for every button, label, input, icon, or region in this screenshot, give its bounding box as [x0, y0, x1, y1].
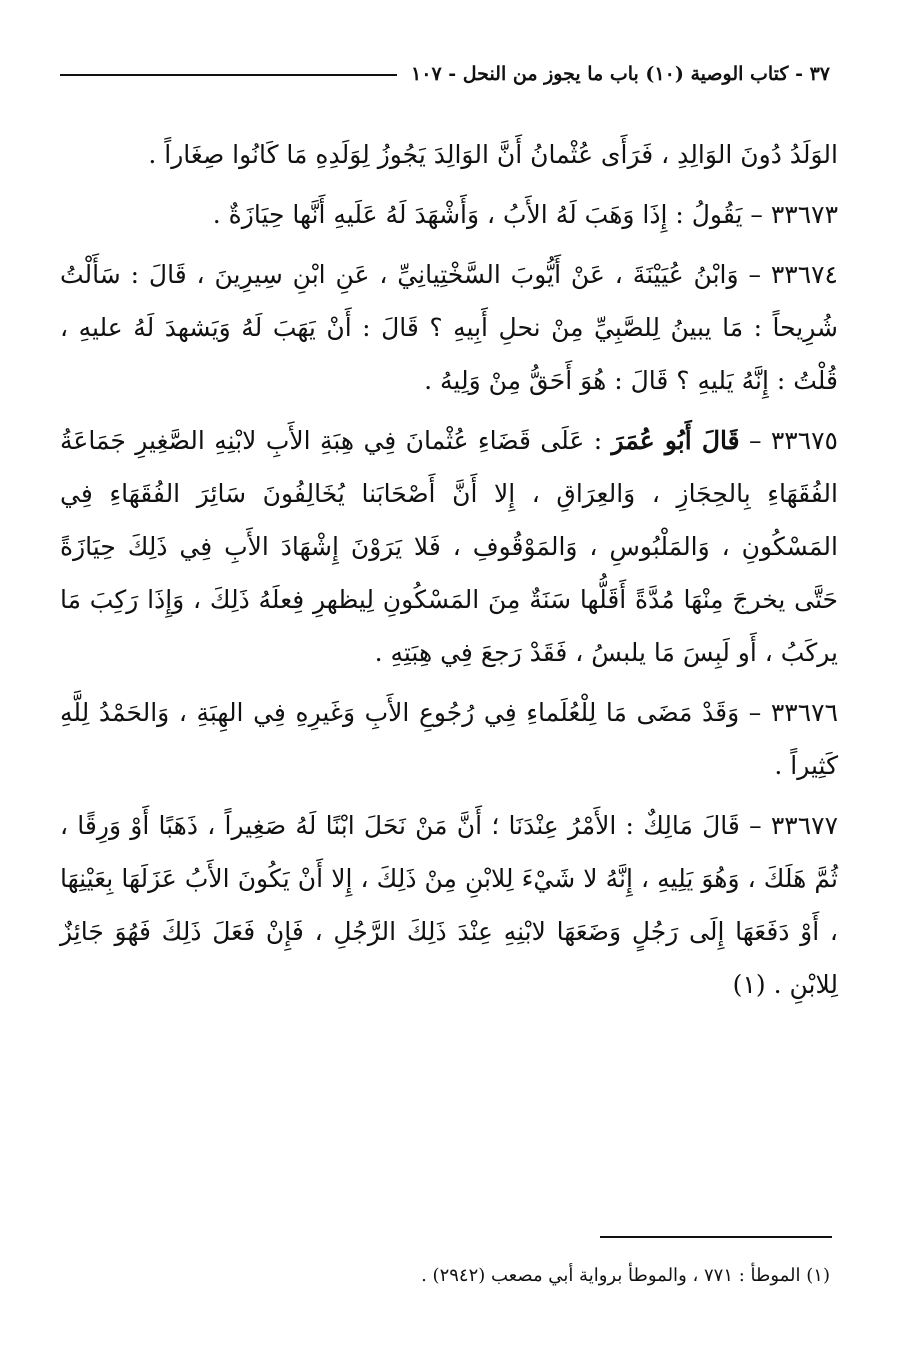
- paragraph-text: وَابْنُ عُيَيْنَةَ ، عَنْ أَيُّوبَ السَّخْتِيانِيِّ ، عَنِ ابْنِ سِيرِينَ ، قَالَ : سَأَلْتُ شُرِيحاً : مَا يبينُ لِلصَّبِيِّ مِنْ نحلِ أَبِيهِ ؟ قَالَ : أَنْ يَهَبَ لَهُ وَيَشهدَ لَهُ عليهِ ، قُلْتُ : إِنَّهُ يَليهِ ؟ قَالَ : هُوَ أَحَقُّ مِنْ وَلِيهُ .: [60, 260, 838, 395]
- paragraph-number: ٣٣٦٧٣ –: [750, 200, 838, 229]
- speaker-name: قَالَ أَبُو عُمَرَ: [611, 426, 740, 455]
- paragraph-text: : عَلَى قَضَاءِ عُثْمانَ فِي هِبَةِ الأَبِ لابْنِهِ الصَّغِيرِ جَمَاعَةُ الفُقَهَاءِ بِالحِجَازِ ، وَالعِرَاقِ ، إِلا أَنَّ أَصْحَابَنا يُخَالِفُونَ سَائِرَ الفُقَهَاءِ فِي المَسْكُونِ ، وَالمَلْبُوسِ ، وَالمَوْقُوفِ ، فَلا يَرَوْنَ إِشْهَادَ الأَبِ فِي ذَلِكَ حِيَازَةً حَتَّى يخرجَ مِنْهَا مُدَّةً أَقَلُّها سَنَةٌ مِنَ المَسْكُونِ لِيظهرِ فِعلَهُ ذَلِكَ ، وَإِذَا رَكِبَ مَا يركَبُ ، أَو لَبِسَ مَا يلبسُ ، فَقَدْ رَجعَ فِي هِبَتِهِ .: [60, 426, 838, 667]
- paragraph-text: يَقُولُ : إِذَا وَهَبَ لَهُ الأَبُ ، وَأَشْهَدَ لَهُ عَلَيهِ أَنَّها حِيَازَةٌ .: [212, 200, 743, 229]
- paragraph: [60, 248, 838, 407]
- paragraph: [60, 799, 838, 1011]
- paragraph: [60, 686, 838, 792]
- main-text: [60, 128, 838, 1018]
- paragraph: [60, 128, 838, 181]
- paragraph-text: الوَلَدُ دُونَ الوَالِدِ ، فَرَأَى عُثْمانُ أَنَّ الوَالِدَ يَجُوزُ لِوَلَدِهِ مَا كَانُوا صِغَاراً .: [148, 140, 838, 169]
- paragraph: [60, 188, 838, 241]
- paragraph-text: وَقَدْ مَضَى مَا لِلْعُلَماءِ فِي رُجُوعِ الأَبِ وَغَيرِهِ فِي الهِبَةِ ، وَالحَمْدُ لِلَّهِ كَثِيراً .: [60, 698, 838, 780]
- header-rule: [60, 74, 397, 76]
- paragraph-number: ٣٣٦٧٦ –: [748, 698, 838, 727]
- paragraph: [60, 414, 838, 679]
- paragraph-text: قَالَ مَالِكٌ : الأَمْرُ عِنْدَنَا ؛ أَنَّ مَنْ نَحَلَ ابْنًا لَهُ صَغِيراً ، ذَهَبًا أَوْ وَرِقًا ، ثُمَّ هَلَكَ ، وَهُوَ يَلِيهِ ، إِنَّهُ لا شَيْءَ لِلابْنِ مِنْ ذَلِكَ ، إِلا أَنْ يَكُونَ الأَبُ عَزَلَهَا بِعَيْنِهَا ، أَوْ دَفَعَهَا إِلَى رَجُلٍ وَضَعَهَا لابْنِهِ عِنْدَ ذَلِكَ الرَّجُلِ ، فَإِنْ فَعَلَ ذَلِكَ فَهُوَ جَائِزٌ لِلابْنِ . (١): [60, 811, 838, 999]
- footnote: (١) الموطأ : ٧٧١ ، والموطأ برواية أبي مصعب (٢٩٤٢) .: [421, 1265, 830, 1286]
- paragraph-number: ٣٣٦٧٥ –: [748, 426, 838, 455]
- running-header: ٣٧ - كتاب الوصية (١٠) باب ما يجوز من النحل - ١٠٧: [411, 63, 830, 85]
- paragraph-number: ٣٣٦٧٧ –: [749, 811, 839, 840]
- page-header: [60, 60, 830, 88]
- paragraph-number: ٣٣٦٧٤ –: [748, 260, 838, 289]
- footnote-rule: [600, 1236, 832, 1238]
